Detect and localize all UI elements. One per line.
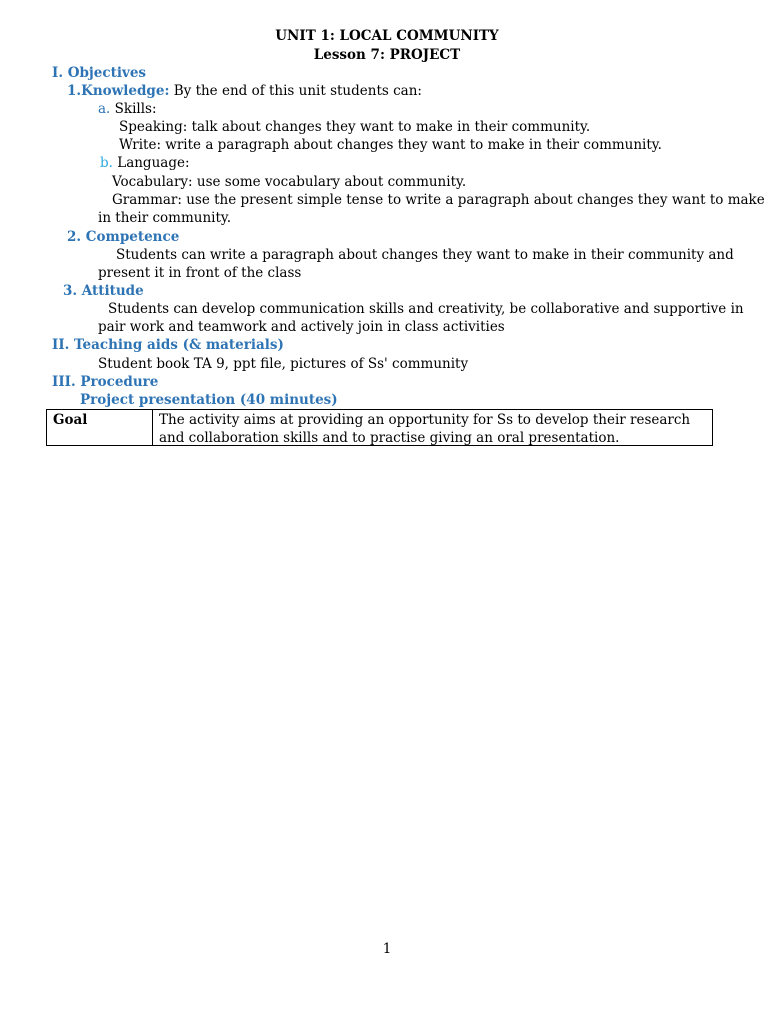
skills-label: Skills: <box>110 101 157 117</box>
competence-line-1: Students can write a paragraph about changes they want to make in their community and <box>116 247 734 263</box>
page-number: 1 <box>382 941 392 957</box>
attitude-line-1: Students can develop communication skills and creativity, be collaborative and supportive in <box>108 301 744 317</box>
teaching-aids-text: Student book TA 9, ppt file, pictures of Ss' community <box>98 356 469 372</box>
goal-text: The activity aims at providing an opportunity for Ss to develop their research and collaboration skills and to practise giving an oral presentation. <box>159 412 691 447</box>
objectives-heading: I. Objectives <box>52 65 147 81</box>
attitude-line-2: pair work and teamwork and actively join in class activities <box>98 319 505 335</box>
goal-table <box>46 409 713 446</box>
attitude-heading: 3. Attitude <box>63 283 144 299</box>
speaking-line <box>119 118 590 136</box>
lesson-title: Lesson 7: PROJECT <box>313 47 461 63</box>
competence-heading: 2. Competence <box>67 229 180 245</box>
skills-line <box>98 100 157 118</box>
procedure-subheading: Project presentation (40 minutes) <box>80 392 338 408</box>
skills-marker: a. <box>98 101 111 117</box>
language-label: Language: <box>112 155 190 171</box>
write-line: Write: write a paragraph about changes they want to make in their community. <box>119 137 662 153</box>
vocabulary-line: Vocabulary: use some vocabulary about community. <box>112 174 467 190</box>
procedure-heading: III. Procedure <box>52 374 159 390</box>
teaching-aids-heading: II. Teaching aids (& materials) <box>52 337 284 353</box>
knowledge-line <box>67 82 422 100</box>
speaking-label: Speaking <box>119 119 183 135</box>
speaking-text: : talk about changes they want to make in their community. <box>182 119 591 135</box>
goal-label: Goal <box>47 410 153 445</box>
knowledge-label: 1.Knowledge: <box>67 83 170 99</box>
unit-title: UNIT 1: LOCAL COMMUNITY <box>275 28 499 44</box>
grammar-line-1: Grammar: use the present simple tense to write a paragraph about changes they want to make <box>112 192 765 208</box>
language-marker: b. <box>100 155 113 171</box>
language-line <box>100 154 190 172</box>
grammar-line-2: in their community. <box>98 210 232 226</box>
knowledge-text: By the end of this unit students can: <box>169 83 422 99</box>
competence-line-2: present it in front of the class <box>98 265 302 281</box>
